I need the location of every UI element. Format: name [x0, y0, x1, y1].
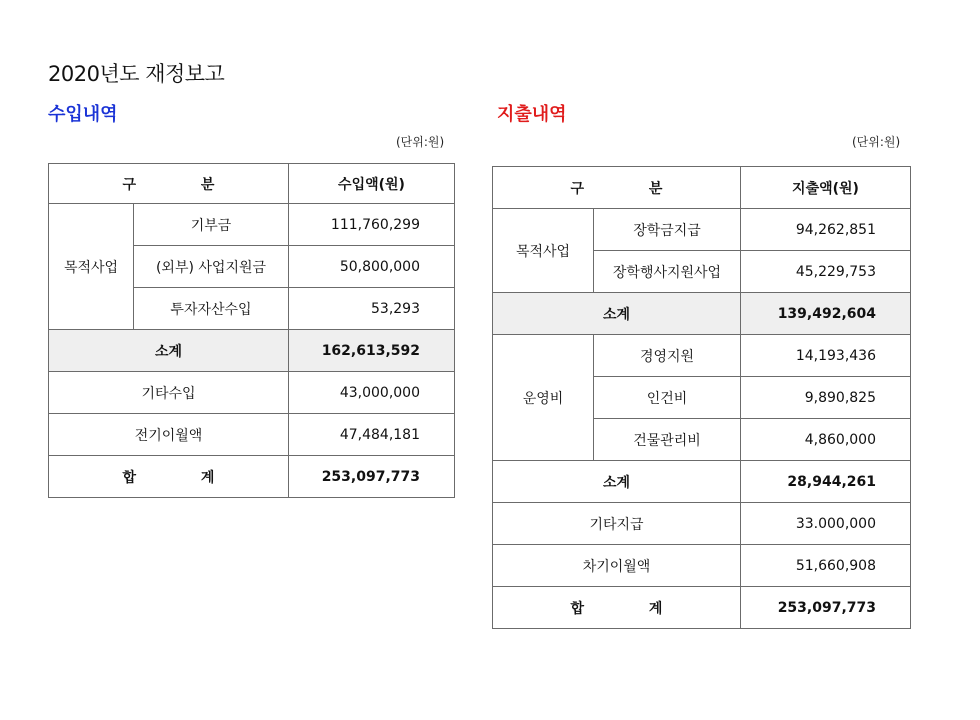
row-label: 인건비 — [594, 377, 741, 419]
row-label: 투자자산수입 — [134, 288, 289, 330]
subtotal-amount: 162,613,592 — [289, 330, 455, 372]
row-amount: 50,800,000 — [289, 246, 455, 288]
subtotal-label: 소계 — [493, 461, 741, 503]
row-amount: 94,262,851 — [741, 209, 911, 251]
row-label: 장학금지급 — [594, 209, 741, 251]
row-amount: 111,760,299 — [289, 204, 455, 246]
subtotal-amount: 28,944,261 — [741, 461, 911, 503]
row-label: 건물관리비 — [594, 419, 741, 461]
table-row — [49, 372, 455, 414]
row-label: 전기이월액 — [49, 414, 289, 456]
subtotal-row — [49, 330, 455, 372]
row-amount: 14,193,436 — [741, 335, 911, 377]
table-row — [493, 335, 911, 377]
table-row — [493, 209, 911, 251]
expense-table — [492, 166, 911, 629]
total-amount: 253,097,773 — [289, 456, 455, 498]
total-label: 합 계 — [49, 456, 289, 498]
total-row — [493, 587, 911, 629]
row-amount: 53,293 — [289, 288, 455, 330]
group-label: 운영비 — [493, 335, 594, 461]
page-title: 2020년도 재정보고 — [48, 62, 225, 86]
income-section-title: 수입내역 — [48, 104, 118, 125]
table-row — [493, 503, 911, 545]
total-amount: 253,097,773 — [741, 587, 911, 629]
expense-unit-label: (단위:원) — [852, 135, 901, 149]
row-amount: 47,484,181 — [289, 414, 455, 456]
row-label: (외부) 사업지원금 — [134, 246, 289, 288]
header-amount: 수입액(원) — [289, 164, 455, 204]
income-unit-label: (단위:원) — [396, 135, 445, 149]
row-label: 장학행사지원사업 — [594, 251, 741, 293]
row-label: 차기이월액 — [493, 545, 741, 587]
subtotal-label: 소계 — [49, 330, 289, 372]
row-label: 기타지급 — [493, 503, 741, 545]
expense-section-title: 지출내역 — [497, 104, 567, 125]
subtotal-row — [493, 293, 911, 335]
subtotal-amount: 139,492,604 — [741, 293, 911, 335]
row-amount: 45,229,753 — [741, 251, 911, 293]
table-row — [49, 204, 455, 246]
row-amount: 4,860,000 — [741, 419, 911, 461]
group-label: 목적사업 — [493, 209, 594, 293]
group-label: 목적사업 — [49, 204, 134, 330]
row-amount: 33.000,000 — [741, 503, 911, 545]
row-amount: 51,660,908 — [741, 545, 911, 587]
header-category: 구 분 — [493, 167, 741, 209]
table-row — [49, 414, 455, 456]
row-label: 기부금 — [134, 204, 289, 246]
total-row — [49, 456, 455, 498]
header-category: 구 분 — [49, 164, 289, 204]
header-amount: 지출액(원) — [741, 167, 911, 209]
row-amount: 9,890,825 — [741, 377, 911, 419]
row-amount: 43,000,000 — [289, 372, 455, 414]
subtotal-row — [493, 461, 911, 503]
table-header-row — [493, 167, 911, 209]
row-label: 기타수입 — [49, 372, 289, 414]
subtotal-label: 소계 — [493, 293, 741, 335]
table-row — [493, 545, 911, 587]
table-header-row — [49, 164, 455, 204]
income-table — [48, 163, 455, 498]
total-label: 합 계 — [493, 587, 741, 629]
row-label: 경영지원 — [594, 335, 741, 377]
